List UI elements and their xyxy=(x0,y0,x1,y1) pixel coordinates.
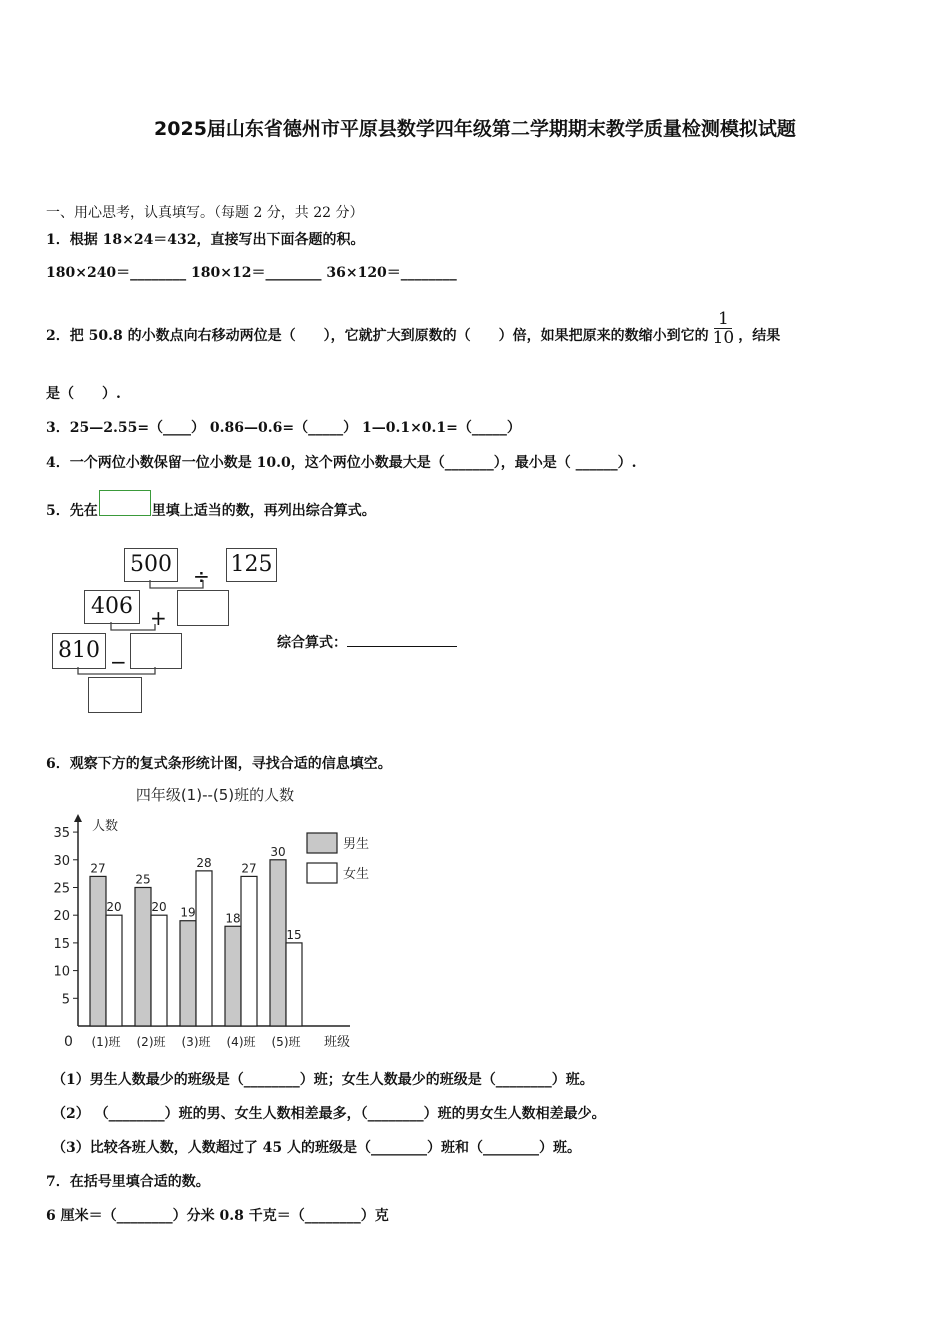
bar-value-label: 19 xyxy=(180,905,196,920)
box-500: 500 xyxy=(124,548,178,582)
page-title: 2025届山东省德州市平原县数学四年级第二学期期末教学质量检测模拟试题 xyxy=(154,118,796,140)
legend-swatch xyxy=(307,833,337,853)
bar-girls xyxy=(241,876,257,1026)
q1-blanks: 180×240＝________ 180×12＝________ 36×120＝________ xyxy=(46,265,457,281)
diagram-connectors xyxy=(0,0,300,720)
q2-line2: 是（ ）. xyxy=(46,386,121,402)
q2-text-a: 2．把 50.8 的小数点向右移动两位是（ ），它就扩大到原数的（ ）倍，如果把原来的数缩小到它的 xyxy=(46,327,709,344)
box-406: 406 xyxy=(84,590,140,624)
bar-boys xyxy=(180,921,196,1026)
section-1-header: 一、用心思考，认真填写。（每题 2 分，共 22 分） xyxy=(46,205,364,221)
minus-sign: − xyxy=(110,650,127,674)
q1-text: 1．根据 18×24＝432，直接写出下面各题的积。 xyxy=(46,232,365,248)
q5-text-before: 5．先在 xyxy=(46,503,98,519)
bar-value-label: 27 xyxy=(90,861,106,876)
formula-label: 综合算式： xyxy=(277,635,347,651)
bar-girls xyxy=(196,871,212,1026)
bar-girls xyxy=(286,943,302,1026)
q6-sub3: （3）比较各班人数，人数超过了 45 人的班级是（________）班和（________）班。 xyxy=(52,1140,581,1156)
q6-intro: 6．观察下方的复式条形统计图，寻找合适的信息填空。 xyxy=(46,756,392,772)
x-axis-label: 班级 xyxy=(324,1035,351,1050)
divide-sign: ÷ xyxy=(193,564,210,588)
chart-title: 四年级(1)--(5)班的人数 xyxy=(135,786,295,804)
x-tick-label: (5)班 xyxy=(271,1035,301,1049)
y-tick-label: 35 xyxy=(53,826,70,842)
q5-text-after: 里填上适当的数，再列出综合算式。 xyxy=(151,503,376,519)
fraction-denominator: 10 xyxy=(712,328,735,348)
q5-formula xyxy=(277,632,457,652)
q2-text-b: ，结果 xyxy=(738,327,781,344)
bar-value-label: 20 xyxy=(151,900,167,915)
y-tick-label: 25 xyxy=(53,881,70,897)
q6-sub1: （1）男生人数最少的班级是（________）班；女生人数最少的班级是（________）班。 xyxy=(52,1072,594,1088)
bar-value-label: 18 xyxy=(225,911,241,926)
x-tick-label: (2)班 xyxy=(136,1035,166,1049)
q3-text: 3．25—2.55=（____） 0.86—0.6=（_____） 1—0.1×0.1=（_____） xyxy=(46,420,521,436)
bar-boys xyxy=(90,876,106,1026)
bar-value-label: 25 xyxy=(135,872,151,887)
bar-girls xyxy=(151,915,167,1026)
y-tick-label: 20 xyxy=(53,909,70,925)
y-tick-label: 10 xyxy=(53,964,70,980)
bar-value-label: 20 xyxy=(106,900,122,915)
bar-value-label: 27 xyxy=(241,861,257,876)
bar-girls xyxy=(106,915,122,1026)
box-810: 810 xyxy=(52,633,106,669)
bar-boys xyxy=(270,860,286,1026)
box-125: 125 xyxy=(226,548,277,582)
bar-value-label: 30 xyxy=(270,844,286,859)
x-tick-label: (4)班 xyxy=(226,1035,256,1049)
fraction-numerator: 1 xyxy=(718,309,729,329)
bar-boys xyxy=(135,887,151,1026)
bar-value-label: 15 xyxy=(286,927,302,942)
bar-boys xyxy=(225,926,241,1026)
bar-chart xyxy=(40,778,420,1058)
q2-fraction xyxy=(711,310,737,347)
q7-intro: 7．在括号里填合适的数。 xyxy=(46,1174,210,1190)
x-tick-label: (3)班 xyxy=(181,1035,211,1049)
formula-blank[interactable] xyxy=(347,646,457,647)
legend-swatch xyxy=(307,863,337,883)
x-tick-label: (1)班 xyxy=(91,1035,121,1049)
q6-sub2: （2） （________）班的男、女生人数相差最多，（________）班的男女生人数相差最少。 xyxy=(52,1106,606,1122)
y-tick-label: 15 xyxy=(53,936,70,952)
q7-line: 6 厘米＝（________）分米 0.8 千克＝（________）克 xyxy=(46,1208,389,1224)
y-tick-label: 5 xyxy=(61,992,70,1008)
y-axis-arrow xyxy=(74,814,82,822)
y-axis-label: 人数 xyxy=(92,819,119,834)
plus-sign: + xyxy=(150,606,167,630)
origin-label: 0 xyxy=(64,1034,73,1050)
y-tick-label: 30 xyxy=(53,853,70,869)
legend-label: 男生 xyxy=(343,837,370,852)
legend-label: 女生 xyxy=(343,867,370,882)
bar-value-label: 28 xyxy=(196,855,212,870)
q4-text: 4．一个两位小数保留一位小数是 10.0，这个两位小数最大是（_______），最小是（ ______）. xyxy=(46,455,637,471)
